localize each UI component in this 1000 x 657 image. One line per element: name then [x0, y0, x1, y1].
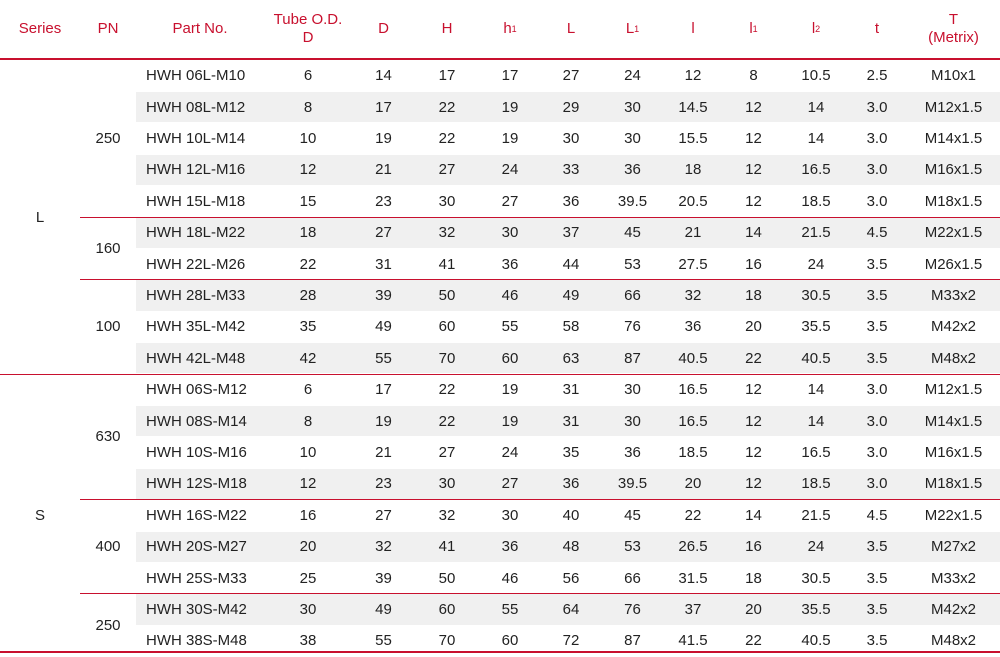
- cell-t: 3.5: [866, 538, 888, 556]
- cell-i2: 14: [807, 129, 825, 147]
- cell-l1: 87: [624, 632, 641, 650]
- cell-l: 63: [562, 349, 580, 367]
- cell-i1: 20: [745, 318, 762, 336]
- cell-t: 3.0: [866, 475, 888, 493]
- header-i2: l 2: [811, 20, 821, 37]
- cell-d: 31: [375, 255, 392, 273]
- cell-t: 3.5: [866, 632, 888, 650]
- cell-h1: 19: [501, 412, 519, 430]
- cell-l: 29: [562, 98, 580, 116]
- cell-i: 40.5: [678, 349, 708, 367]
- cell-t: 2.5: [866, 67, 888, 85]
- cell-i1: 20: [745, 600, 762, 618]
- cell-part-no: HWH 25S-M33: [146, 569, 247, 587]
- cell-i: 20.5: [678, 192, 708, 210]
- cell-thread: M10x1: [930, 67, 977, 85]
- cell-i2: 30.5: [801, 286, 831, 304]
- cell-i: 27.5: [678, 255, 708, 273]
- cell-h1: 24: [501, 443, 519, 461]
- cell-d: 19: [375, 412, 392, 430]
- cell-i: 21: [684, 224, 702, 242]
- cell-thread: M48x2: [930, 349, 977, 367]
- cell-h1: 60: [501, 349, 519, 367]
- cell-i: 16.5: [678, 412, 708, 430]
- cell-tube-od: 12: [299, 475, 317, 493]
- pn-label: 250: [95, 616, 121, 634]
- cell-i1: 14: [745, 506, 762, 524]
- cell-part-no: HWH 10L-M14: [146, 129, 246, 147]
- cell-tube-od: 12: [299, 161, 317, 179]
- cell-i: 18.5: [678, 443, 708, 461]
- header-thread: T (Metrix): [928, 11, 979, 46]
- cell-l1: 76: [624, 318, 641, 336]
- cell-h1: 27: [501, 475, 519, 493]
- cell-h1: 30: [501, 224, 519, 242]
- cell-l: 37: [562, 224, 580, 242]
- cell-i1: 12: [745, 192, 762, 210]
- cell-d: 21: [375, 161, 392, 179]
- cell-t: 3.0: [866, 98, 888, 116]
- header-series: Series: [18, 20, 62, 37]
- pn-label: 100: [95, 318, 121, 336]
- cell-thread: M12x1.5: [924, 98, 983, 116]
- cell-t: 3.0: [866, 381, 888, 399]
- header-d: D: [378, 20, 389, 37]
- header-l: L: [566, 20, 576, 37]
- cell-l1: 30: [624, 381, 641, 399]
- cell-l1: 66: [624, 286, 641, 304]
- cell-i1: 16: [745, 255, 762, 273]
- pn-label: 160: [95, 239, 121, 257]
- cell-tube-od: 16: [299, 506, 317, 524]
- cell-l1: 36: [624, 161, 641, 179]
- cell-d: 55: [375, 349, 392, 367]
- cell-h: 60: [438, 600, 456, 618]
- cell-l1: 45: [624, 506, 641, 524]
- cell-thread: M14x1.5: [924, 129, 983, 147]
- cell-l: 35: [562, 443, 580, 461]
- cell-part-no: HWH 18L-M22: [146, 224, 246, 242]
- cell-d: 39: [375, 286, 392, 304]
- cell-h1: 19: [501, 381, 519, 399]
- cell-part-no: HWH 35L-M42: [146, 318, 246, 336]
- cell-i: 20: [684, 475, 702, 493]
- cell-i2: 16.5: [801, 161, 831, 179]
- cell-h1: 55: [501, 318, 519, 336]
- cell-h: 22: [438, 412, 456, 430]
- cell-l1: 45: [624, 224, 641, 242]
- cell-t: 4.5: [866, 506, 888, 524]
- cell-t: 3.5: [866, 286, 888, 304]
- cell-part-no: HWH 28L-M33: [146, 286, 246, 304]
- cell-i2: 16.5: [801, 443, 831, 461]
- cell-i2: 35.5: [801, 600, 831, 618]
- cell-part-no: HWH 08L-M12: [146, 98, 246, 116]
- cell-i2: 10.5: [801, 67, 831, 85]
- cell-tube-od: 20: [299, 538, 317, 556]
- cell-l: 36: [562, 475, 580, 493]
- cell-l: 36: [562, 192, 580, 210]
- cell-l1: 24: [624, 67, 641, 85]
- cell-l1: 30: [624, 98, 641, 116]
- cell-h: 17: [438, 67, 456, 85]
- cell-h: 41: [438, 538, 456, 556]
- cell-i2: 14: [807, 381, 825, 399]
- cell-h1: 36: [501, 538, 519, 556]
- cell-i: 16.5: [678, 381, 708, 399]
- cell-l: 31: [562, 412, 580, 430]
- header-pn: PN: [97, 20, 119, 37]
- cell-l: 48: [562, 538, 580, 556]
- cell-part-no: HWH 15L-M18: [146, 192, 246, 210]
- cell-d: 32: [375, 538, 392, 556]
- cell-thread: M16x1.5: [924, 161, 983, 179]
- cell-part-no: HWH 08S-M14: [146, 412, 247, 430]
- cell-h: 60: [438, 318, 456, 336]
- cell-i1: 12: [745, 129, 762, 147]
- cell-part-no: HWH 16S-M22: [146, 506, 247, 524]
- cell-t: 3.5: [866, 569, 888, 587]
- cell-l: 44: [562, 255, 580, 273]
- cell-tube-od: 15: [299, 192, 317, 210]
- cell-h: 30: [438, 475, 456, 493]
- cell-i2: 35.5: [801, 318, 831, 336]
- cell-i2: 14: [807, 412, 825, 430]
- cell-h: 50: [438, 286, 456, 304]
- cell-i: 37: [684, 600, 702, 618]
- cell-d: 23: [375, 192, 392, 210]
- cell-tube-od: 10: [299, 129, 317, 147]
- cell-l: 64: [562, 600, 580, 618]
- cell-t: 3.0: [866, 129, 888, 147]
- cell-i1: 12: [745, 98, 762, 116]
- cell-d: 23: [375, 475, 392, 493]
- cell-i2: 24: [807, 255, 825, 273]
- cell-part-no: HWH 22L-M26: [146, 255, 246, 273]
- cell-i1: 12: [745, 161, 762, 179]
- header-i: l: [691, 20, 695, 37]
- cell-thread: M18x1.5: [924, 192, 983, 210]
- cell-h1: 17: [501, 67, 519, 85]
- cell-h1: 30: [501, 506, 519, 524]
- cell-l: 72: [562, 632, 580, 650]
- cell-thread: M27x2: [930, 538, 977, 556]
- cell-h: 41: [438, 255, 456, 273]
- series-label: S: [34, 506, 45, 524]
- cell-thread: M33x2: [930, 286, 977, 304]
- cell-tube-od: 30: [299, 600, 317, 618]
- cell-h: 50: [438, 569, 456, 587]
- cell-h: 30: [438, 192, 456, 210]
- cell-h: 70: [438, 349, 456, 367]
- cell-tube-od: 38: [299, 632, 317, 650]
- cell-tube-od: 22: [299, 255, 317, 273]
- cell-i: 26.5: [678, 538, 708, 556]
- cell-h1: 55: [501, 600, 519, 618]
- header-h1: h 1: [503, 20, 517, 37]
- cell-i2: 30.5: [801, 569, 831, 587]
- cell-d: 17: [375, 381, 392, 399]
- cell-thread: M14x1.5: [924, 412, 983, 430]
- cell-l: 33: [562, 161, 580, 179]
- cell-tube-od: 18: [299, 224, 317, 242]
- cell-d: 27: [375, 224, 392, 242]
- cell-i1: 12: [745, 381, 762, 399]
- cell-i1: 8: [749, 67, 758, 85]
- cell-t: 3.0: [866, 412, 888, 430]
- cell-i2: 40.5: [801, 632, 831, 650]
- cell-t: 3.5: [866, 255, 888, 273]
- cell-h: 27: [438, 161, 456, 179]
- cell-t: 3.0: [866, 161, 888, 179]
- cell-i: 22: [684, 506, 702, 524]
- cell-h: 70: [438, 632, 456, 650]
- cell-i1: 22: [745, 349, 762, 367]
- header-tube-od: Tube O.D. D: [273, 11, 343, 46]
- cell-t: 3.5: [866, 600, 888, 618]
- cell-part-no: HWH 10S-M16: [146, 443, 247, 461]
- cell-part-no: HWH 12S-M18: [146, 475, 247, 493]
- cell-tube-od: 35: [299, 318, 317, 336]
- cell-part-no: HWH 12L-M16: [146, 161, 246, 179]
- pn-label: 400: [95, 538, 121, 556]
- cell-tube-od: 8: [303, 412, 313, 430]
- cell-tube-od: 6: [303, 381, 313, 399]
- header-i1: l 1: [749, 20, 758, 37]
- cell-i2: 18.5: [801, 475, 831, 493]
- cell-l1: 66: [624, 569, 641, 587]
- cell-i2: 21.5: [801, 506, 831, 524]
- cell-h: 32: [438, 224, 456, 242]
- cell-t: 3.0: [866, 443, 888, 461]
- cell-d: 21: [375, 443, 392, 461]
- cell-d: 49: [375, 600, 392, 618]
- cell-h1: 46: [501, 569, 519, 587]
- cell-tube-od: 6: [303, 67, 313, 85]
- cell-l1: 30: [624, 129, 641, 147]
- cell-d: 14: [375, 67, 392, 85]
- cell-i2: 18.5: [801, 192, 831, 210]
- cell-t: 3.0: [866, 192, 888, 210]
- cell-h1: 19: [501, 129, 519, 147]
- cell-d: 49: [375, 318, 392, 336]
- cell-i1: 16: [745, 538, 762, 556]
- cell-i2: 24: [807, 538, 825, 556]
- cell-l: 58: [562, 318, 580, 336]
- cell-l: 31: [562, 381, 580, 399]
- cell-l1: 76: [624, 600, 641, 618]
- header-part-no: Part No.: [172, 20, 228, 37]
- cell-h1: 27: [501, 192, 519, 210]
- cell-d: 39: [375, 569, 392, 587]
- cell-thread: M26x1.5: [924, 255, 983, 273]
- cell-l1: 30: [624, 412, 641, 430]
- cell-part-no: HWH 42L-M48: [146, 349, 246, 367]
- cell-t: 3.5: [866, 318, 888, 336]
- cell-i: 14.5: [678, 98, 708, 116]
- cell-thread: M42x2: [930, 600, 977, 618]
- cell-l1: 53: [624, 255, 641, 273]
- series-label: L: [35, 208, 45, 226]
- cell-h: 22: [438, 98, 456, 116]
- cell-d: 19: [375, 129, 392, 147]
- cell-l: 49: [562, 286, 580, 304]
- cell-i1: 18: [745, 569, 762, 587]
- cell-l1: 39.5: [617, 192, 648, 210]
- pn-label: 630: [95, 428, 121, 446]
- cell-h1: 60: [501, 632, 519, 650]
- cell-i1: 22: [745, 632, 762, 650]
- cell-i2: 40.5: [801, 349, 831, 367]
- cell-i: 12: [684, 67, 702, 85]
- cell-thread: M22x1.5: [924, 506, 983, 524]
- cell-thread: M33x2: [930, 569, 977, 587]
- cell-h: 27: [438, 443, 456, 461]
- cell-i: 15.5: [678, 129, 708, 147]
- cell-h1: 24: [501, 161, 519, 179]
- header-t: t: [874, 20, 880, 37]
- cell-tube-od: 25: [299, 569, 317, 587]
- cell-i1: 18: [745, 286, 762, 304]
- cell-l: 27: [562, 67, 580, 85]
- cell-tube-od: 28: [299, 286, 317, 304]
- cell-part-no: HWH 30S-M42: [146, 600, 247, 618]
- cell-t: 4.5: [866, 224, 888, 242]
- cell-part-no: HWH 06S-M12: [146, 381, 247, 399]
- cell-tube-od: 42: [299, 349, 317, 367]
- cell-i: 41.5: [678, 632, 708, 650]
- cell-i1: 12: [745, 475, 762, 493]
- cell-i: 36: [684, 318, 702, 336]
- cell-d: 55: [375, 632, 392, 650]
- cell-part-no: HWH 06L-M10: [146, 67, 246, 85]
- cell-l1: 39.5: [617, 475, 648, 493]
- cell-part-no: HWH 20S-M27: [146, 538, 247, 556]
- cell-i: 31.5: [678, 569, 708, 587]
- cell-h: 32: [438, 506, 456, 524]
- cell-h1: 19: [501, 98, 519, 116]
- cell-l1: 53: [624, 538, 641, 556]
- cell-thread: M12x1.5: [924, 381, 983, 399]
- cell-i1: 12: [745, 443, 762, 461]
- cell-h: 22: [438, 381, 456, 399]
- cell-thread: M16x1.5: [924, 443, 983, 461]
- cell-i: 18: [684, 161, 702, 179]
- cell-h1: 46: [501, 286, 519, 304]
- cell-l1: 87: [624, 349, 641, 367]
- cell-thread: M18x1.5: [924, 475, 983, 493]
- cell-i1: 12: [745, 412, 762, 430]
- header-l1: L 1: [625, 20, 640, 37]
- header-h: H: [441, 20, 453, 37]
- cell-i2: 14: [807, 98, 825, 116]
- cell-l: 30: [562, 129, 580, 147]
- cell-thread: M48x2: [930, 632, 977, 650]
- pn-label: 250: [95, 130, 121, 147]
- cell-l: 56: [562, 569, 580, 587]
- cell-i1: 14: [745, 224, 762, 242]
- cell-t: 3.5: [866, 349, 888, 367]
- cell-thread: M42x2: [930, 318, 977, 336]
- cell-tube-od: 10: [299, 443, 317, 461]
- cell-d: 17: [375, 98, 392, 116]
- cell-i: 32: [684, 286, 702, 304]
- cell-h: 22: [438, 129, 456, 147]
- cell-tube-od: 8: [303, 98, 313, 116]
- cell-l1: 36: [624, 443, 641, 461]
- cell-d: 27: [375, 506, 392, 524]
- cell-l: 40: [562, 506, 580, 524]
- cell-thread: M22x1.5: [924, 224, 983, 242]
- cell-h1: 36: [501, 255, 519, 273]
- cell-part-no: HWH 38S-M48: [146, 632, 247, 650]
- cell-i2: 21.5: [801, 224, 831, 242]
